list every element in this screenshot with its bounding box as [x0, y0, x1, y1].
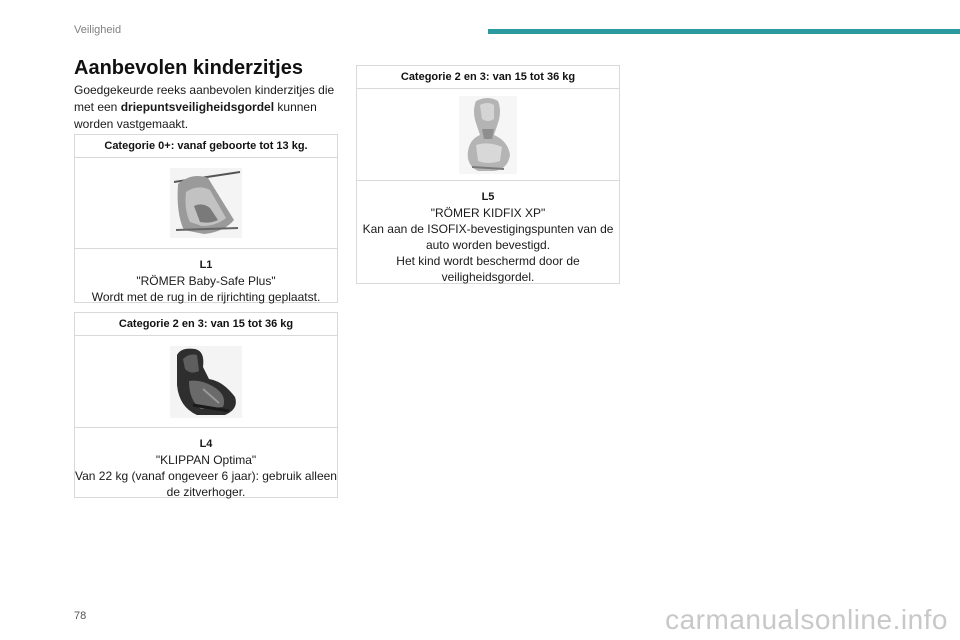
seat-note: Van 22 kg (vanaf ongeveer 6 jaar): gebruik alleen de zitverhoger.: [75, 469, 337, 499]
baby-seat-image: [168, 166, 244, 240]
card-image-area: [357, 89, 619, 181]
seat-name: "RÖMER Baby-Safe Plus": [136, 274, 276, 288]
card-category: Categorie 2 en 3: van 15 tot 36 kg: [357, 66, 619, 89]
section-label: Veiligheid: [74, 24, 122, 36]
seat-name: "RÖMER KIDFIX XP": [430, 206, 546, 220]
page-title: Aanbevolen kinderzitjes: [74, 57, 303, 79]
card-description: [357, 181, 619, 285]
header-accent-bar: [488, 29, 960, 34]
card-description: [75, 428, 337, 500]
card-image-area: [75, 336, 337, 428]
card-category: Categorie 0+: vanaf geboorte tot 13 kg.: [75, 135, 337, 158]
watermark: carmanualsonline.info: [665, 604, 948, 635]
intro-bold: driepuntsveiligheidsgordel: [120, 100, 275, 114]
seat-card-l4: [74, 312, 338, 498]
isofix-seat-image: [458, 95, 518, 175]
seat-name: "KLIPPAN Optima": [155, 453, 257, 467]
card-description: [75, 249, 337, 305]
intro-text: [74, 82, 340, 133]
seat-code: L1: [199, 259, 213, 271]
page-number: 78: [74, 610, 87, 622]
seat-note: Het kind wordt beschermd door de veiligheidsgordel.: [396, 254, 580, 284]
seat-note: Wordt met de rug in de rijrichting geplaatst.: [91, 290, 321, 304]
seat-card-l5: [356, 65, 620, 284]
seat-code: L5: [481, 191, 495, 203]
seat-card-l1: [74, 134, 338, 303]
intro-pre: Goedgekeurde reeks aanbevolen kinderzitjes die met een: [74, 83, 335, 114]
booster-seat-image: [169, 345, 243, 419]
seat-code: L4: [199, 438, 213, 450]
card-image-area: [75, 158, 337, 249]
seat-note: Kan aan de ISOFIX-bevestigingspunten van de auto worden bevestigd.: [362, 222, 614, 252]
card-category: Categorie 2 en 3: van 15 tot 36 kg: [75, 313, 337, 336]
intro-post: kunnen worden vastgemaakt.: [74, 100, 317, 131]
